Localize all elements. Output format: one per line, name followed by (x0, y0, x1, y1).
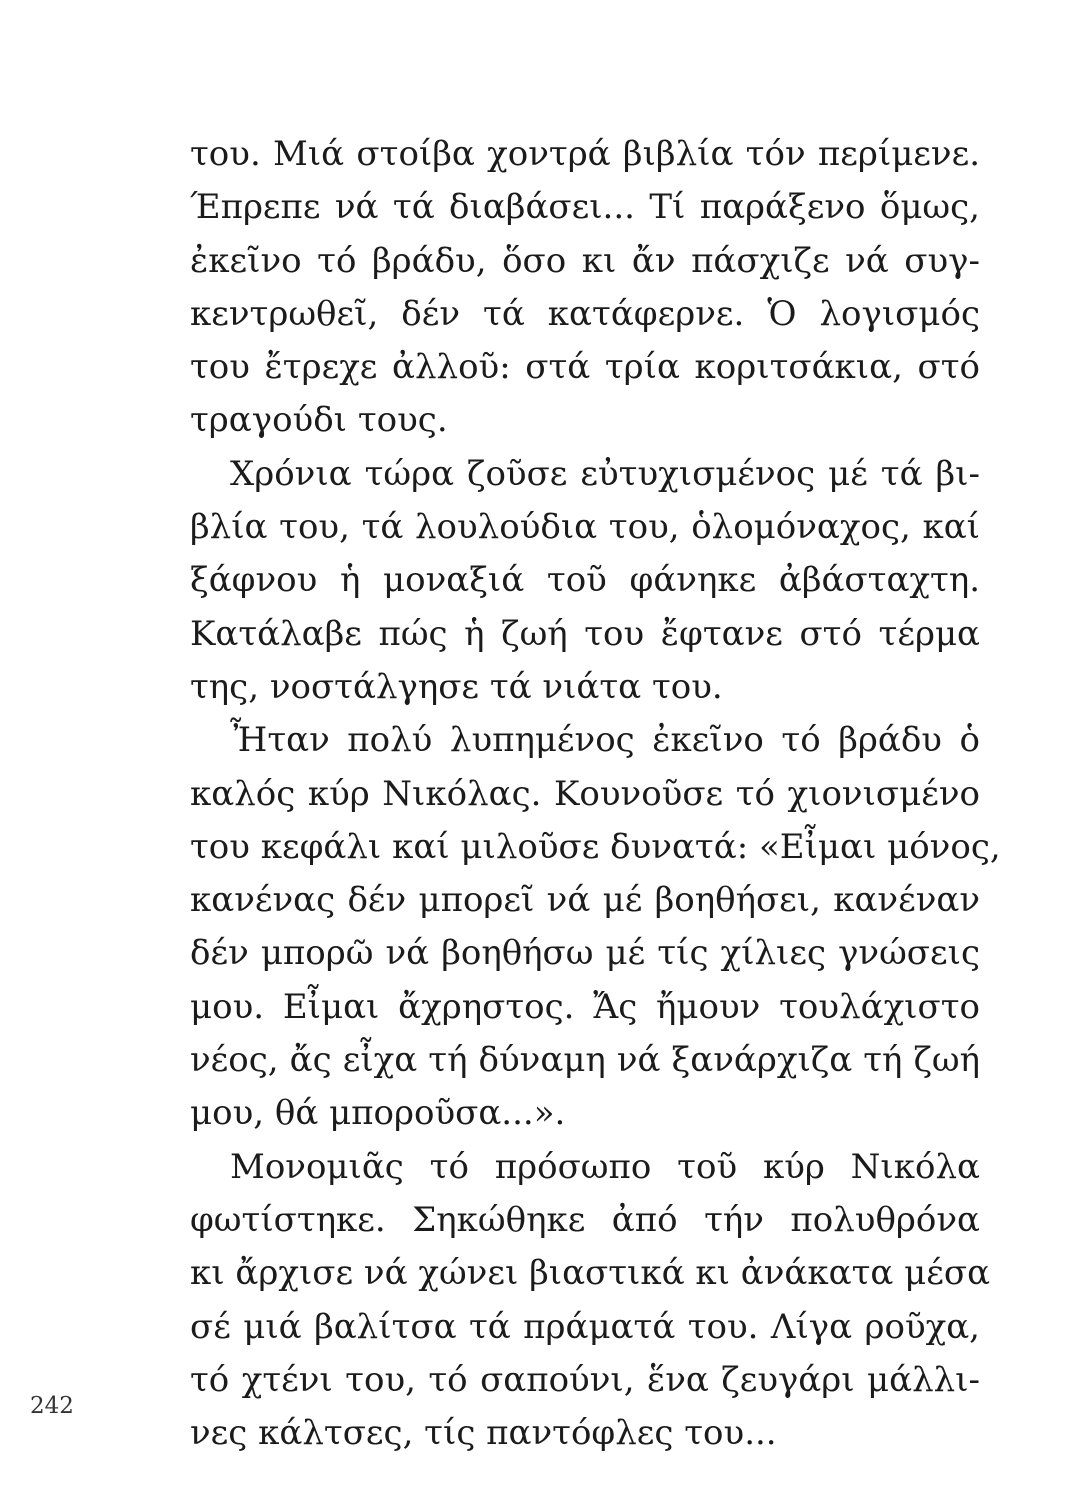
text-line: νες κάλτσες, τίς παντόφλες του... (190, 1413, 777, 1454)
text-line: σέ μιά βαλίτσα τά πράματά του. Λίγα ροῦχα, (190, 1306, 980, 1347)
text-line: μου. Εἶμαι ἄχρηστος. Ἄς ἤμουν τουλάχιστο (190, 986, 980, 1027)
text-line: Έπρεπε νά τά διαβάσει... Τί παράξενο ὅμως, (190, 187, 980, 228)
text-line: Ἦταν πολύ λυπημένος ἐκεῖνο τό βράδυ ὁ (230, 720, 980, 761)
text-line: Μονομιᾶς τό πρόσωπο τοῦ κύρ Νικόλα (230, 1146, 980, 1187)
text-line: τό χτένι του, τό σαπούνι, ἕνα ζευγάρι μάλλι- (190, 1359, 980, 1400)
text-line: του κεφάλι καί μιλοῦσε δυνατά: «Εἶμαι μόνος, (190, 826, 1001, 867)
text-line: του ἔτρεχε ἀλλοῦ: στά τρία κοριτσάκια, στό (190, 347, 980, 388)
body-text (190, 128, 1001, 1460)
text-line: κι ἄρχισε νά χώνει βιαστικά κι ἀνάκατα μέσα (190, 1253, 991, 1294)
text-line: τραγούδι τους. (190, 400, 448, 441)
text-line: της, νοστάλγησε τά νιάτα του. (190, 666, 723, 707)
text-line: φωτίστηκε. Σηκώθηκε ἀπό τήν πολυθρόνα (190, 1199, 980, 1240)
text-line: Χρόνια τώρα ζοῦσε εὐτυχισμένος μέ τά βι- (230, 453, 980, 494)
text-line: ξάφνου ἡ μοναξιά τοῦ φάνηκε ἀβάσταχτη. (190, 560, 980, 601)
text-line: κανένας δέν μπορεῖ νά μέ βοηθήσει, κανέναν (190, 880, 980, 921)
text-line: μου, θά μποροῦσα...». (190, 1093, 566, 1134)
text-line: καλός κύρ Νικόλας. Κουνοῦσε τό χιονισμένο (190, 773, 980, 814)
text-line: ἐκεῖνο τό βράδυ, ὅσο κι ἄν πάσχιζε νά συγ- (190, 240, 980, 281)
text-line: Κατάλαβε πώς ἡ ζωή του ἔφτανε στό τέρμα (190, 613, 980, 654)
text-line: νέος, ἄς εἶχα τή δύναμη νά ξανάρχιζα τή ζωή (190, 1040, 980, 1081)
text-line: του. Μιά στοίβα χοντρά βιβλία τόν περίμενε. (190, 134, 980, 174)
text-line: κεντρωθεῖ, δέν τά κατάφερνε. Ὁ λογισμός (190, 293, 980, 334)
text-line: δέν μπορῶ νά βοηθήσω μέ τίς χίλιες γνώσεις (190, 933, 980, 974)
page-number: 242 (30, 1393, 74, 1419)
text-line: βλία του, τά λουλούδια του, ὁλομόναχος, καί (190, 507, 980, 548)
